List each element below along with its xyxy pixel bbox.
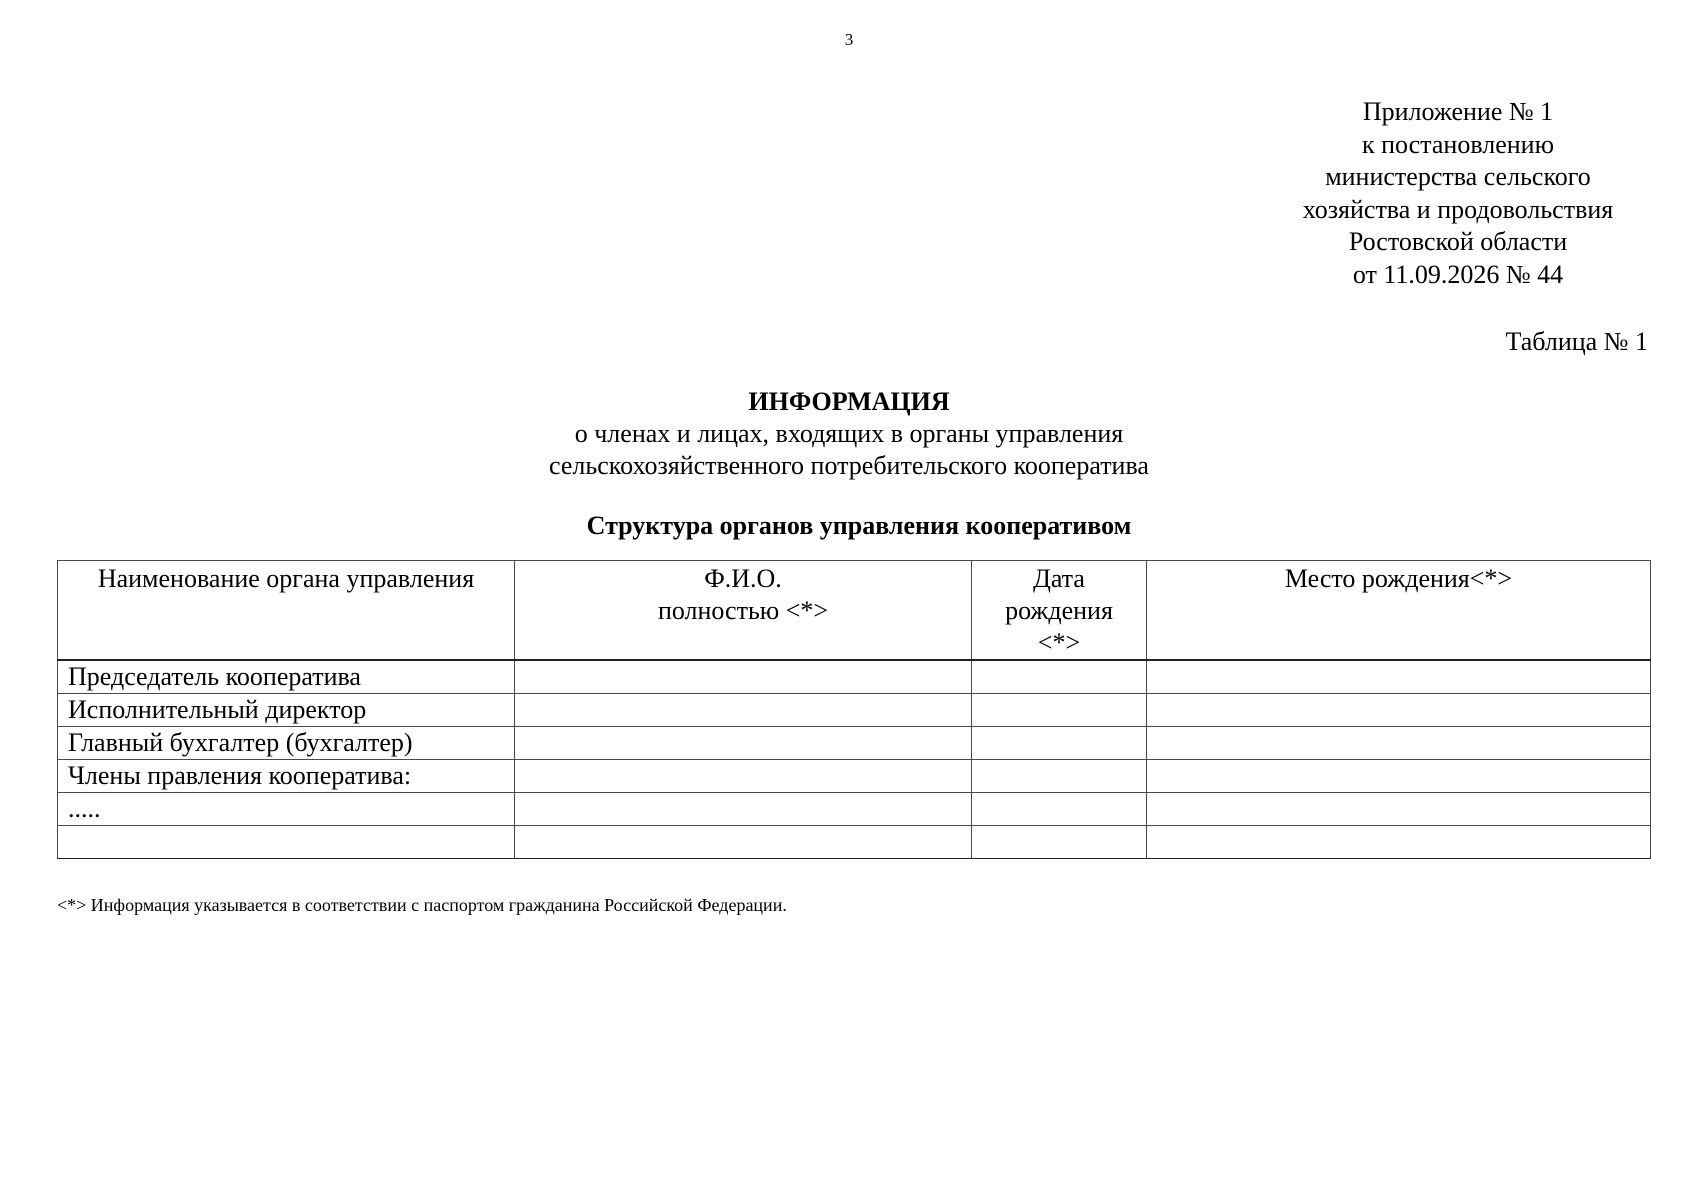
- header-line: рождения: [1005, 596, 1113, 625]
- table-row: [58, 694, 1651, 727]
- header-line: Место рождения<*>: [1284, 564, 1513, 593]
- table-row: [58, 793, 1651, 826]
- appendix-block: [1248, 96, 1668, 291]
- document-title: [0, 386, 1698, 482]
- table-row: [58, 760, 1651, 793]
- appendix-line: к постановлению: [1361, 129, 1555, 159]
- cell-management-body: Исполнительный директор: [58, 694, 515, 727]
- cell-birth-date[interactable]: [972, 826, 1147, 859]
- header-birth-date: [972, 561, 1147, 661]
- appendix-line: министерства сельского: [1325, 162, 1591, 191]
- cell-management-body: Главный бухгалтер (бухгалтер): [58, 727, 515, 760]
- cell-full-name[interactable]: [515, 793, 972, 826]
- appendix-line: Ростовской области: [1348, 227, 1568, 256]
- cell-full-name[interactable]: [515, 660, 972, 694]
- structure-table: [57, 560, 1651, 859]
- page-number: 3: [844, 30, 854, 49]
- title-line: о членах и лицах, входящих в органы управления: [574, 419, 1124, 448]
- cell-management-body: Члены правления кооператива:: [58, 760, 515, 793]
- cell-birth-date[interactable]: [972, 727, 1147, 760]
- cell-birth-date[interactable]: [972, 760, 1147, 793]
- table-row: [58, 727, 1651, 760]
- cell-birth-place[interactable]: [1147, 660, 1651, 694]
- section-title: Структура органов управления кооперативом: [586, 511, 1132, 540]
- header-line: Дата: [1033, 564, 1085, 593]
- table-row: [58, 826, 1651, 859]
- header-line: <*>: [1037, 628, 1081, 657]
- cell-management-body: .....: [58, 793, 515, 826]
- cell-birth-place[interactable]: [1147, 793, 1651, 826]
- cell-full-name[interactable]: [515, 826, 972, 859]
- cell-full-name[interactable]: [515, 760, 972, 793]
- header-birth-place: [1147, 561, 1651, 661]
- title-line: сельскохозяйственного потребительского кооператива: [549, 451, 1149, 480]
- title-heading: ИНФОРМАЦИЯ: [748, 387, 950, 416]
- cell-birth-date[interactable]: [972, 660, 1147, 694]
- cell-birth-place[interactable]: [1147, 760, 1651, 793]
- cell-management-body: Председатель кооператива: [58, 660, 515, 694]
- cell-management-body: [58, 826, 515, 859]
- cell-full-name[interactable]: [515, 694, 972, 727]
- footnote: <*> Информация указывается в соответствии с паспортом гражданина Российской Федерации.: [57, 895, 787, 915]
- header-full-name: [515, 561, 972, 661]
- cell-birth-date[interactable]: [972, 793, 1147, 826]
- appendix-line: хозяйства и продовольствия: [1302, 194, 1614, 224]
- table-row: [58, 660, 1651, 694]
- cell-birth-date[interactable]: [972, 694, 1147, 727]
- cell-birth-place[interactable]: [1147, 694, 1651, 727]
- header-line: полностью <*>: [657, 596, 829, 625]
- header-line: Наименование органа управления: [97, 564, 475, 593]
- table-header-row: [58, 561, 1651, 661]
- header-line: Ф.И.О.: [704, 564, 782, 593]
- header-management-body: [58, 561, 515, 661]
- appendix-line: от 11.09.2026 № 44: [1352, 259, 1564, 289]
- cell-full-name[interactable]: [515, 727, 972, 760]
- table-number: Таблица № 1: [1505, 327, 1648, 356]
- appendix-line: Приложение № 1: [1362, 97, 1554, 126]
- cell-birth-place[interactable]: [1147, 727, 1651, 760]
- cell-birth-place[interactable]: [1147, 826, 1651, 859]
